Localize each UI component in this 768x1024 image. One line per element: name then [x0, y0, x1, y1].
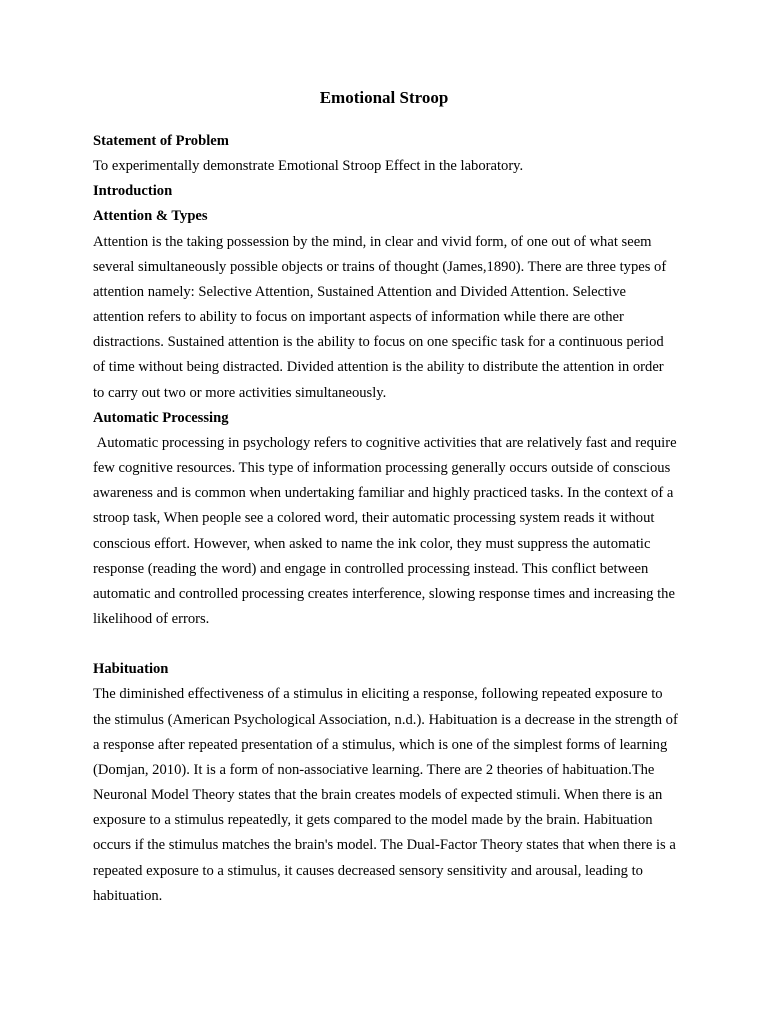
document-title: Emotional Stroop — [319, 88, 449, 107]
document-body — [93, 129, 681, 909]
automatic-processing-paragraph: Automatic processing in psychology refers to cognitive activities that are relatively fast and require few cognitive resources. This type of information processing generally occurs outside of conscious awareness and is common when undertaking familiar and highly practiced tasks. In the context of a stroop task, When people see a colored word, their automatic processing system reads it without conscious effort. However, when asked to name the ink color, they must suppress the automatic response (reading the word) and engage in controlled processing instead. This conflict between automatic and controlled processing creates interference, slowing response times and increasing the likelihood of errors. — [93, 434, 681, 627]
section-heading-attention-types: Attention & Types — [93, 208, 208, 225]
paragraph-spacer — [93, 632, 678, 657]
section-heading-introduction: Introduction — [93, 183, 173, 200]
habituation-paragraph: The diminished effectiveness of a stimulus in eliciting a response, following repeated exposure to the stimulus (American Psychological Association, n.d.). Habituation is a decrease in the strength of a response after repeated presentation of a stimulus, which is one of the simplest forms of learning (Domjan, 2010). It is a form of non-associative learning. There are 2 theories of habituation.The Neuronal Model Theory states that the brain creates models of expected stimuli. When there is an exposure to a stimulus repeatedly, it gets compared to the model made by the brain. Habituation occurs if the stimulus matches the brain's model. The Dual-Factor Theory states that when there is a repeated exposure to a stimulus, it causes decreased sensory sensitivity and arousal, leading to habituation. — [93, 686, 678, 904]
section-heading-statement-of-problem: Statement of Problem — [93, 133, 229, 149]
statement-of-problem-paragraph: To experimentally demonstrate Emotional Stroop Effect in the laboratory. — [93, 158, 524, 175]
section-heading-habituation: Habituation — [93, 661, 169, 678]
section-heading-automatic-processing: Automatic Processing — [93, 409, 229, 426]
attention-types-paragraph: Attention is the taking possession by the mind, in clear and vivid form, of one out of what seem several simultaneously possible objects or trains of thought (James,1890). There are three types of attention namely: Selective Attention, Sustained Attention and Divided Attention. Selective attention refers to ability to focus on important aspects of information while there are other distractions. Sustained attention is the ability to focus on one specific task for a continuous period of time without being distracted. Divided attention is the ability to distribute the attention in order to carry out two or more activities simultaneously. — [93, 233, 667, 401]
